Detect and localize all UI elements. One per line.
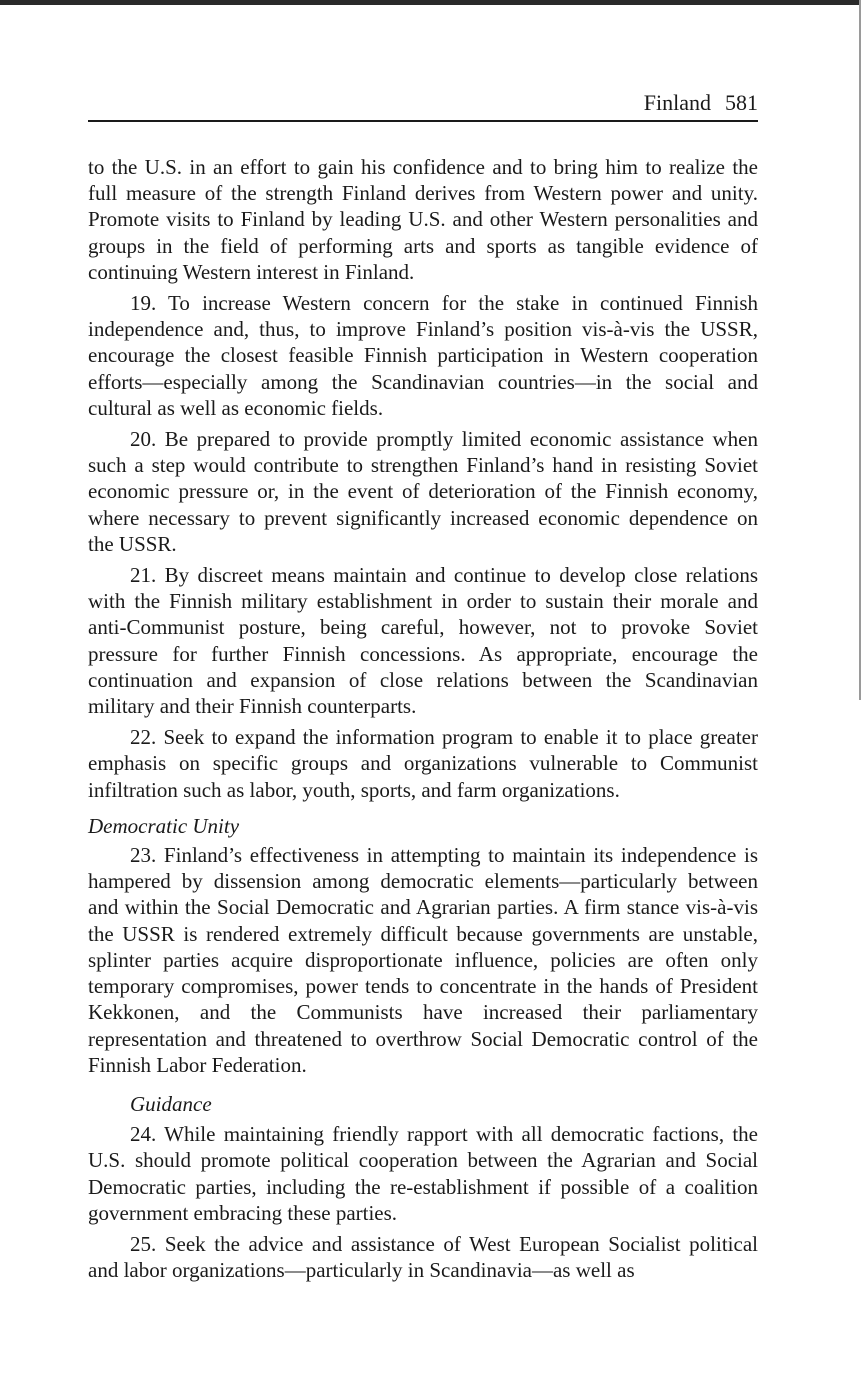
paragraph-21: 21. By discreet means maintain and continue to develop close relations with the Finnish military establishment in order to sustain their morale and anti-Communist posture, being careful, however, not to provoke Soviet pressure for further Finnish concessions. As appropriate, encourage the continuation and expansion of close relations between the Scandinavian military and their Finnish counterparts. (88, 563, 758, 719)
running-head (88, 88, 758, 122)
section-heading-democratic-unity: Democratic Unity (88, 813, 240, 838)
paragraph-20: 20. Be prepared to provide promptly limited economic assistance when such a step would contribute to strengthen Finland’s hand in resisting Soviet economic pressure or, in the event of deterioration of the Finnish economy, where necessary to prevent significantly increased economic dependence on the USSR. (88, 427, 758, 556)
paragraph-24: 24. While maintaining friendly rapport with all democratic factions, the U.S. should promote political cooperation between the Agrarian and Social Democratic parties, including the re-establishment if possible of a coalition government embracing these parties. (88, 1122, 758, 1225)
paragraph-18-continued: to the U.S. in an effort to gain his confidence and to bring him to realize the full measure of the strength Finland derives from Western power and unity. Promote visits to Finland by leading U.S. and other Western personalities and groups in the field of performing arts and sports as tangible evidence of continuing Western interest in Finland. (88, 155, 758, 284)
paragraph-22: 22. Seek to expand the information program to enable it to place greater emphasis on specific groups and organizations vulnerable to Communist infiltration such as labor, youth, sports, and farm organizations. (88, 725, 758, 802)
page-number: 581 (725, 90, 758, 115)
page-top-border (0, 0, 861, 5)
body-text (88, 154, 758, 1288)
paragraph-23: 23. Finland’s effectiveness in attempting to maintain its independence is hampered by dissension among democratic elements—particularly between and within the Social Democratic and Agrarian parties. A firm stance vis-à-vis the USSR is rendered extremely difficult because governments are unstable, splinter parties acquire disproportionate influence, policies are often only temporary compromises, power tends to concentrate in the hands of President Kekkonen, and the Communists have increased their parliamentary representation and threatened to overthrow Social Democratic control of the Finnish Labor Federation. (88, 843, 758, 1077)
paragraph-25: 25. Seek the advice and assistance of West European Socialist political and labor organizations—particularly in Scandinavia—as well as (88, 1231, 758, 1283)
subsection-heading-guidance: Guidance (130, 1091, 212, 1116)
section-title: Finland (643, 90, 711, 115)
paragraph-19: 19. To increase Western concern for the stake in continued Finnish independence and, thus, to improve Finland’s position vis-à-vis the USSR, encourage the closest feasible Finnish participation in Western cooperation efforts—especially among the Scandinavian countries—in the social and cultural as well as economic fields. (88, 291, 758, 420)
